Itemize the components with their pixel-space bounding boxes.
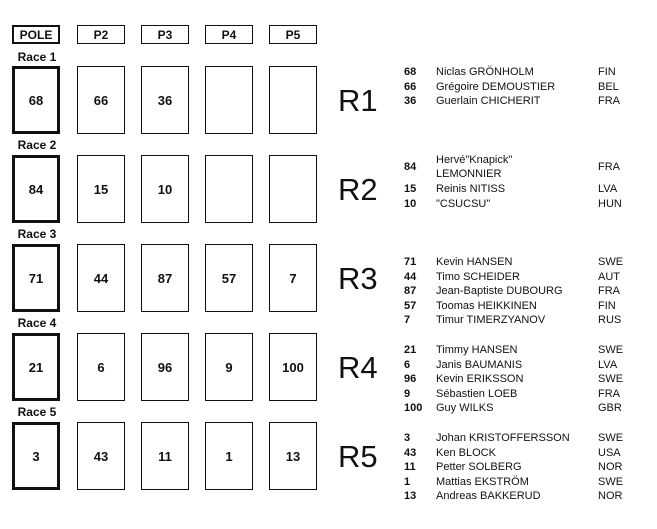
driver-entry [404, 270, 644, 285]
grid-slot-p3: 87 [141, 244, 189, 312]
driver-name: Grégoire DEMOUSTIER [436, 80, 556, 93]
driver-entry [404, 387, 644, 402]
driver-entry [404, 460, 644, 475]
driver-number: 96 [404, 373, 417, 385]
driver-entry [404, 446, 644, 461]
driver-nationality: USA [598, 446, 621, 459]
driver-nationality: BEL [598, 80, 619, 93]
driver-name: Niclas GRÖNHOLM [436, 66, 534, 78]
driver-nationality: FRA [598, 285, 620, 297]
driver-number: 1 [404, 475, 411, 488]
driver-nationality: RUS [598, 314, 622, 326]
driver-nationality: LVA [598, 183, 618, 195]
driver-number: 68 [404, 66, 417, 78]
grid-slot-pole: 3 [12, 422, 60, 490]
driver-entry [404, 80, 644, 95]
grid-slot-p2: 66 [77, 66, 125, 134]
driver-number: 36 [404, 95, 417, 107]
driver-name: "CSUCSU" [436, 197, 491, 210]
driver-name: Toomas HEIKKINEN [436, 299, 537, 312]
driver-entry [404, 358, 644, 373]
driver-number: 84 [404, 161, 417, 173]
round-label: R5 [338, 439, 378, 474]
driver-name: Timmy HANSEN [436, 344, 518, 356]
grid-slot-p5: 100 [269, 333, 317, 401]
driver-number: 21 [404, 344, 417, 356]
grid-slot-p3: 11 [141, 422, 189, 490]
grid-slot-pole: 68 [12, 66, 60, 134]
header-p5: P5 [269, 25, 317, 44]
driver-number: 66 [404, 80, 417, 93]
driver-nationality: AUT [598, 270, 620, 283]
driver-nationality: SWE [598, 373, 624, 385]
driver-name-line1: Hervé"Knapick" [436, 154, 513, 166]
driver-name: Timur TIMERZYANOV [436, 314, 546, 326]
driver-entry [404, 313, 644, 328]
grid-slot-p5: 7 [269, 244, 317, 312]
grid-slot-p2: 6 [77, 333, 125, 401]
driver-number: 6 [404, 358, 411, 371]
driver-number: 71 [404, 256, 417, 268]
driver-number: 43 [404, 446, 417, 459]
driver-entry [404, 153, 644, 183]
grid-slot-pole: 84 [12, 155, 60, 223]
driver-name-line2: LEMONNIER [436, 168, 502, 180]
driver-name: Petter SOLBERG [436, 461, 522, 473]
driver-number: 87 [404, 285, 417, 297]
driver-number: 10 [404, 197, 417, 210]
driver-entry [404, 65, 644, 80]
driver-number: 15 [404, 183, 417, 195]
driver-name: Guy WILKS [436, 402, 494, 414]
grid-slot-p5 [269, 155, 317, 223]
round-label: R4 [338, 350, 378, 385]
grid-slot-p4 [205, 155, 253, 223]
driver-nationality: GBR [598, 402, 622, 414]
grid-slot-p4: 1 [205, 422, 253, 490]
grid-slot-p3: 10 [141, 155, 189, 223]
driver-name: Guerlain CHICHERIT [436, 95, 541, 107]
header-p4: P4 [205, 25, 253, 44]
driver-name: Kevin ERIKSSON [436, 373, 524, 385]
driver-nationality: LVA [598, 358, 618, 371]
driver-number: 100 [404, 402, 423, 414]
grid-slot-pole: 71 [12, 244, 60, 312]
race-label: Race 2 [17, 138, 57, 152]
driver-nationality: FRA [598, 387, 620, 400]
race-label: Race 5 [17, 405, 57, 419]
round-label: R3 [338, 261, 378, 296]
grid-slot-p5: 13 [269, 422, 317, 490]
driver-number: 7 [404, 314, 411, 326]
grid-slot-p4 [205, 66, 253, 134]
driver-name: Mattias EKSTRÖM [436, 475, 529, 488]
grid-slot-p4: 9 [205, 333, 253, 401]
grid-slot-p2: 44 [77, 244, 125, 312]
grid-slot-p2: 43 [77, 422, 125, 490]
driver-number: 3 [404, 432, 411, 444]
grid-slot-p3: 36 [141, 66, 189, 134]
race-label: Race 4 [17, 316, 57, 330]
driver-nationality: FRA [598, 161, 620, 173]
header-pole: POLE [12, 25, 60, 44]
race-label: Race 3 [17, 227, 57, 241]
driver-name: Reinis NITISS [436, 183, 506, 195]
round-label: R2 [338, 172, 378, 207]
driver-nationality: SWE [598, 344, 624, 356]
driver-name: Timo SCHEIDER [436, 270, 520, 283]
race-label: Race 1 [17, 50, 57, 64]
driver-number: 11 [404, 461, 416, 473]
driver-nationality: SWE [598, 256, 624, 268]
driver-entry [404, 94, 644, 109]
header-p3: P3 [141, 25, 189, 44]
header-p2: P2 [77, 25, 125, 44]
driver-entry [404, 431, 644, 446]
round-label: R1 [338, 83, 378, 118]
driver-name: Kevin HANSEN [436, 256, 513, 268]
driver-nationality: HUN [598, 197, 622, 210]
driver-entry [404, 475, 644, 490]
driver-name: Andreas BAKKERUD [436, 490, 541, 502]
grid-slot-p3: 96 [141, 333, 189, 401]
driver-nationality: FIN [598, 66, 616, 78]
driver-entry [404, 182, 644, 197]
driver-entry [404, 343, 644, 358]
grid-slot-p4: 57 [205, 244, 253, 312]
driver-nationality: SWE [598, 432, 624, 444]
driver-name: Ken BLOCK [436, 446, 496, 459]
driver-name: Janis BAUMANIS [436, 358, 523, 371]
driver-entry [404, 299, 644, 314]
driver-nationality: NOR [598, 490, 623, 502]
driver-name: Johan KRISTOFFERSSON [436, 432, 570, 444]
driver-entry [404, 255, 644, 270]
grid-slot-p5 [269, 66, 317, 134]
driver-number: 44 [404, 270, 417, 283]
grid-slot-pole: 21 [12, 333, 60, 401]
driver-nationality: FRA [598, 95, 620, 107]
grid-slot-p2: 15 [77, 155, 125, 223]
driver-entry [404, 197, 644, 212]
driver-entry [404, 372, 644, 387]
driver-nationality: FIN [598, 299, 616, 312]
driver-number: 57 [404, 299, 417, 312]
driver-nationality: NOR [598, 461, 623, 473]
driver-entry [404, 284, 644, 299]
driver-entry [404, 489, 644, 504]
driver-nationality: SWE [598, 475, 624, 488]
driver-number: 9 [404, 387, 411, 400]
driver-name: Jean-Baptiste DUBOURG [436, 285, 563, 297]
driver-number: 13 [404, 490, 417, 502]
driver-name: Sébastien LOEB [436, 387, 518, 400]
driver-entry [404, 401, 644, 416]
